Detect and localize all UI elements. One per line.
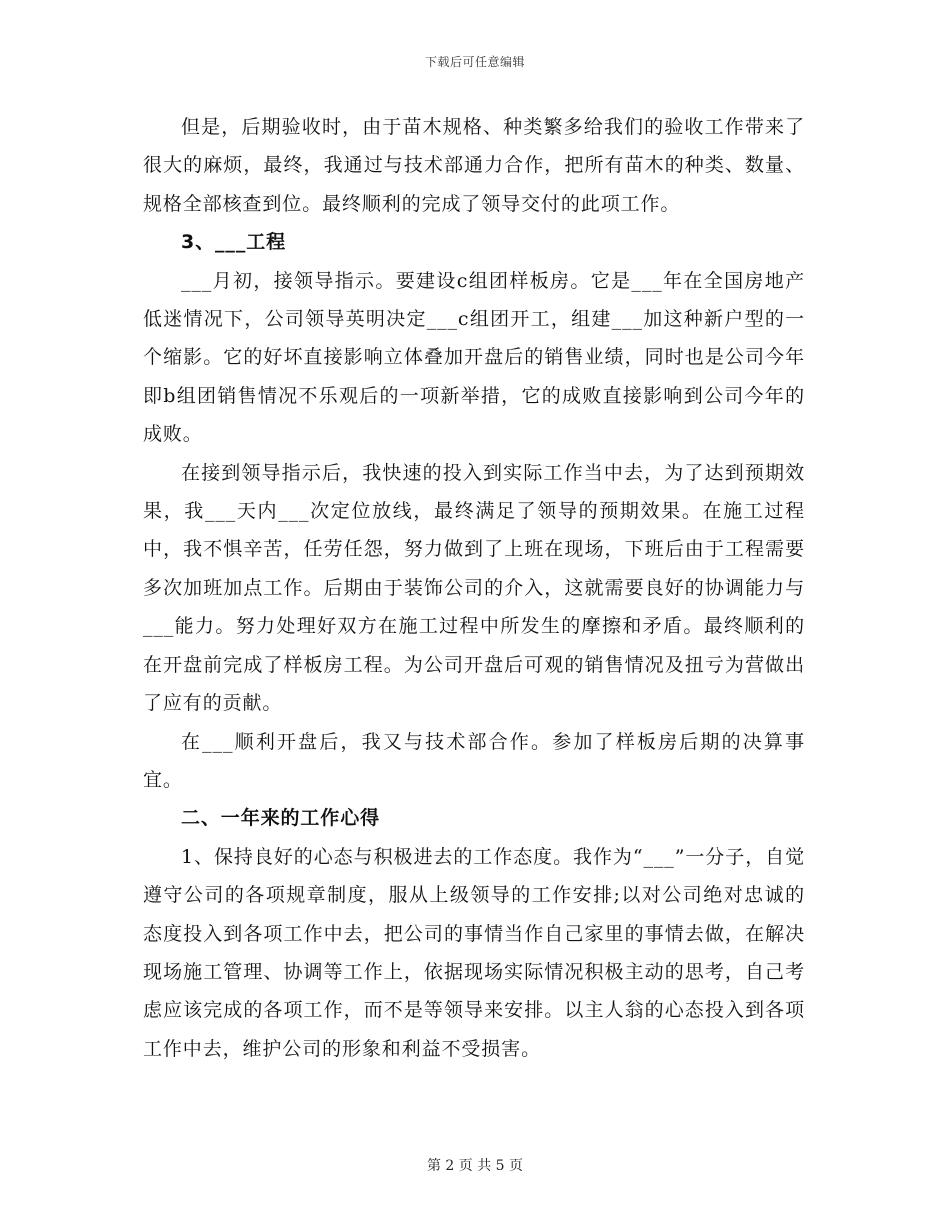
page-header: 下载后可任意编辑	[424, 55, 525, 69]
paragraph-construction: 在接到领导指示后，我快速的投入到实际工作当中去，为了达到预期效果，我___天内___次定位放线，最终满足了领导的预期效果。在施工过程中，我不惧辛苦，任劳任怨，努力做到了上班在现场，下班后由于工程需要多次加班加点工作。后期由于装饰公司的介入，这就需要良好的协调能力与___能力。努力处理好双方在施工过程中所发生的摩擦和矛盾。最终顺利的在开盘前完成了样板房工程。为公司开盘后可观的销售情况及扭亏为营做出了应有的贡献。	[143, 461, 805, 715]
paragraph-acceptance: 但是，后期验收时，由于苗木规格、种类繁多给我们的验收工作带来了很大的麻烦，最终，我通过与技术部通力合作，把所有苗木的种类、数量、规格全部核查到位。最终顺利的完成了领导交付的此项工作。	[143, 116, 805, 215]
section-heading-project: 3、___工程	[181, 231, 287, 254]
paragraph-attitude: 1、保持良好的心态与积极进去的工作态度。我作为“___”一分子，自觉遵守公司的各项规章制度，服从上级领导的工作安排;以对公司绝对忠诚的态度投入到各项工作中去，把公司的事情当作自己家里的事情去做，在解决现场施工管理、协调等工作上，依据现场实际情况积极主动的思考，自己考虑应该完成的各项工作，而不是等领导来安排。以主人翁的心态投入到各项工作中去，维护公司的形象和利益不受损害。	[143, 845, 805, 1060]
paragraph-sample-house: ___月初，接领导指示。要建设c组团样板房。它是___年在全国房地产低迷情况下，公司领导英明决定___c组团开工，组建___加这种新户型的一个缩影。它的好坏直接影响立体叠加开盘后的销售业绩，同时也是公司今年即b组团销售情况不乐观后的一项新举措，它的成败直接影响到公司今年的成败。	[143, 269, 805, 446]
section-heading-experience: 二、一年来的工作心得	[181, 807, 381, 830]
page-number: 第 2 页 共 5 页	[426, 1158, 524, 1174]
paragraph-settlement: 在___顺利开盘后，我又与技术部合作。参加了样板房后期的决算事宜。	[143, 730, 805, 791]
document-body	[143, 108, 805, 1068]
